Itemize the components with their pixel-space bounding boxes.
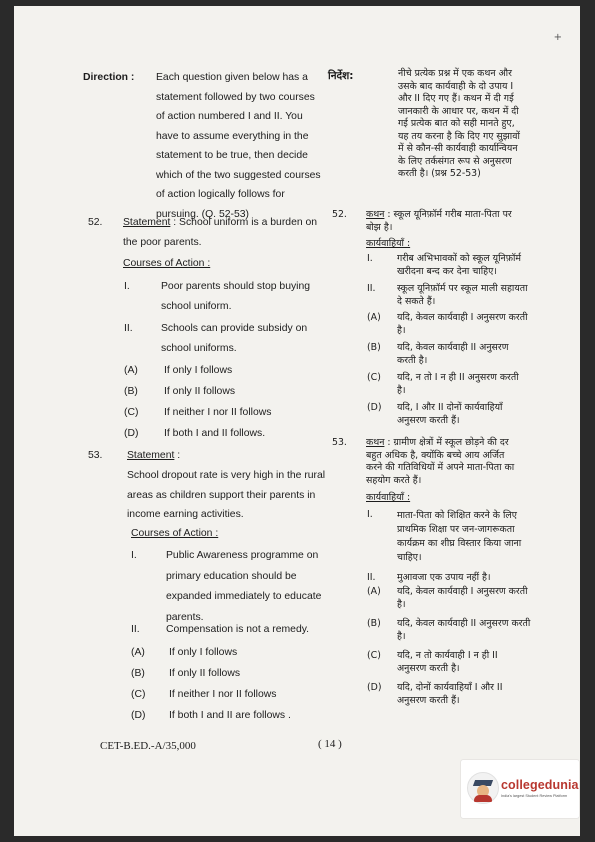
option-label: (D) [367, 682, 382, 693]
q52-options-en [124, 360, 324, 444]
option-line: यदि, केवल कार्यवाही II अनुसरण [397, 342, 509, 353]
option-line: अनुसरण करती है। [397, 662, 460, 674]
option-text [397, 402, 573, 427]
option-line: है। [397, 630, 406, 642]
option-line: है। [397, 598, 406, 610]
option-label: (A) [131, 647, 145, 658]
option-text: If both I and II are follows . [169, 710, 291, 721]
option-text [397, 312, 573, 337]
course-line: expanded immediately to educate [166, 591, 322, 602]
statement-text: बोझ है। [366, 221, 393, 233]
direction-line: के लिए तर्कसंगत रूप से अनुसरण [398, 155, 512, 167]
question-number-52-en: 52. [88, 217, 103, 228]
direction-line: यह तय करना है कि दिए गए सुझावों [398, 130, 520, 142]
statement-label: Statement [123, 217, 171, 228]
option-line: यदि, दोनों कार्यवाहियाँ I और II [397, 682, 503, 693]
direction-line: of action logically follows for [156, 189, 285, 200]
statement-line: बहुत अधिक है, क्योंकि बच्चे आय अर्जित [366, 449, 505, 461]
page-corner-mark: + [553, 32, 562, 43]
statement-label: कथन [366, 209, 385, 220]
option-line: अनुसरण करती हैं। [397, 414, 460, 426]
option-text: If both I and II follows. [164, 428, 266, 439]
course-number: II. [124, 323, 133, 334]
q53-course-1-hi [397, 509, 577, 565]
direction-line: Each question given below has a [156, 72, 308, 83]
option-text: If only I follows [169, 647, 238, 658]
q52-course-2-hi [397, 283, 577, 308]
course-line: Poor parents should stop buying [161, 281, 311, 292]
q52-course-1-en [161, 277, 331, 316]
option-label: (D) [124, 428, 139, 439]
question-number-53-hi: 53. [332, 437, 347, 448]
option-text: If only II follows [164, 386, 236, 397]
logo-name: collegedunia [501, 778, 579, 792]
logo-tagline: India's largest Student Review Platform [501, 794, 568, 798]
q53-courses-label-hi: कार्यवाहियाँ : [366, 492, 411, 503]
option-label: (A) [367, 312, 381, 323]
course-line: Public Awareness programme on [166, 550, 319, 561]
option-b[interactable] [367, 342, 577, 372]
q53-course-1-en [166, 546, 336, 628]
statement-colon: : [174, 450, 181, 461]
direction-line: of action numbered I and II. You [156, 111, 303, 122]
q53-statement-heading-en [127, 446, 180, 466]
course-line: माता-पिता को शिक्षित करने के लिए [397, 510, 517, 521]
option-a[interactable] [124, 360, 324, 381]
option-text [397, 682, 573, 707]
option-line: है। [397, 384, 406, 396]
statement-text: : School uniform is a burden on [170, 217, 318, 228]
direction-label-hi: निर्देश: [328, 70, 354, 82]
option-a[interactable] [367, 586, 577, 618]
course-number: II. [367, 572, 376, 583]
statement-text: : ग्रामीण क्षेत्रों में स्कूल छोड़ने की दर [384, 437, 509, 448]
course-line: Schools can provide subsidy on [161, 323, 308, 334]
direction-line: गई प्रत्येक बात को सही मानते हुए, [398, 118, 515, 129]
option-line: यदि, केवल कार्यवाही II अनुसरण करती [397, 618, 531, 629]
option-line: यदि, I और II दोनों कार्यवाहियाँ [397, 402, 503, 413]
course-line: primary education should be [166, 570, 297, 582]
option-line: यदि, न तो I न ही II अनुसरण करती [397, 372, 519, 383]
option-label: (A) [124, 365, 138, 376]
course-line: कार्यक्रम का शीघ्र विस्तार किया जाना [397, 538, 522, 549]
q52-options-hi [367, 312, 577, 432]
statement-text: the poor parents. [123, 236, 202, 248]
option-a[interactable] [367, 312, 577, 342]
option-c[interactable] [367, 650, 577, 682]
option-text [397, 586, 573, 611]
q53-statement-en [127, 466, 337, 525]
option-label: (C) [367, 372, 381, 383]
option-text: If neither I nor II follows [169, 689, 277, 700]
option-c[interactable] [367, 372, 577, 402]
q53-course-2-hi: मुआवजा एक उपाय नहीं है। [397, 572, 491, 583]
q52-course-1-hi [397, 253, 577, 278]
option-line: है। [397, 324, 406, 336]
course-line: गरीब अभिभावकों को स्कूल यूनिफ़ॉर्म [397, 253, 522, 264]
option-label: (B) [367, 342, 381, 353]
course-line: school uniforms. [161, 342, 237, 354]
course-number: I. [124, 281, 130, 292]
course-line: प्राथमिक शिक्षा पर जन-जागरूकता [397, 524, 515, 535]
q53-options-hi [367, 586, 577, 714]
q52-statement-en [123, 213, 333, 252]
statement-line: areas as children support their parents in [127, 489, 316, 501]
option-label: (C) [131, 689, 146, 700]
question-number-53-en: 53. [88, 450, 103, 461]
course-number: I. [367, 253, 373, 264]
option-d[interactable] [367, 402, 577, 432]
option-d[interactable] [131, 705, 331, 726]
direction-line: करती है। (प्रश्न 52-53) [398, 168, 481, 179]
direction-line: और II दिए गए हैं। कथन में दी गई [398, 93, 514, 104]
option-line: करती है। [397, 354, 428, 366]
option-d[interactable] [124, 423, 324, 444]
q52-courses-label-en: Courses of Action : [123, 258, 211, 269]
q53-options-en [131, 642, 331, 726]
statement-line: School dropout rate is very high in the rural [127, 470, 326, 481]
course-line: स्कूल यूनिफ़ॉर्म पर स्कूल माली सहायता [397, 283, 528, 294]
course-number: I. [131, 550, 137, 561]
exam-page [14, 6, 580, 836]
option-text: If only II follows [169, 668, 241, 679]
q52-statement-hi [366, 209, 576, 234]
course-number: II. [367, 283, 376, 294]
option-text [397, 650, 573, 675]
course-number: II. [131, 624, 140, 635]
option-label: (C) [124, 407, 139, 418]
course-line: खरीदना बन्द कर देना चाहिए। [397, 265, 497, 277]
paper-code: CET-B.ED.-A/35,000 [100, 740, 196, 752]
statement-label: Statement [127, 450, 175, 461]
option-text: If neither I nor II follows [164, 407, 272, 418]
option-c[interactable] [124, 402, 324, 423]
course-line: parents. [166, 611, 204, 623]
statement-line: करने की गतिविधियों में अपने माता-पिता का [366, 462, 515, 473]
option-line: यदि, केवल कार्यवाही I अनुसरण करती [397, 312, 528, 323]
direction-label-en: Direction : [83, 72, 135, 83]
statement-text: : स्कूल यूनिफ़ॉर्म गरीब माता-पिता पर [384, 209, 512, 220]
option-label: (A) [367, 586, 381, 597]
direction-line: statement to be true, then decide [156, 150, 308, 161]
option-text: If only I follows [164, 365, 233, 376]
q53-statement-hi [366, 437, 576, 487]
direction-line: उसके बाद कार्यवाही के दो उपाय I [398, 80, 514, 92]
collegedunia-logo [461, 760, 579, 818]
option-b[interactable] [124, 381, 324, 402]
direction-line: में से कौन-सी कार्यवाही कार्यान्वियन [398, 143, 518, 154]
statement-line: सहयोग करते हैं। [366, 474, 422, 486]
option-text [397, 618, 573, 643]
course-line: दे सकते हैं। [397, 295, 436, 307]
q53-course-2-en: Compensation is not a remedy. [166, 624, 310, 635]
direction-line: which of the two suggested courses [156, 169, 321, 181]
direction-line: pursuing. (Q. 52-53) [156, 208, 249, 220]
course-line: school uniform. [161, 300, 232, 312]
option-label: (B) [367, 618, 381, 629]
course-number: I. [367, 509, 373, 520]
option-b[interactable] [367, 618, 577, 650]
option-label: (B) [124, 386, 138, 397]
q52-course-2-en [161, 319, 331, 358]
option-text [397, 342, 573, 367]
q52-courses-label-hi: कार्यवाहियाँ : [366, 238, 411, 249]
direction-line: नीचे प्रत्येक प्रश्न में एक कथन और [398, 68, 512, 79]
option-label: (B) [131, 668, 145, 679]
statement-line: income earning activities. [127, 509, 244, 520]
option-label: (D) [131, 710, 146, 721]
option-line: यदि, न तो कार्यवाही I न ही II [397, 650, 498, 661]
direction-text-hi [398, 68, 576, 181]
option-c[interactable] [131, 684, 331, 705]
option-label: (D) [367, 402, 382, 413]
option-a[interactable] [131, 642, 331, 663]
q53-courses-label-en: Courses of Action : [131, 528, 219, 539]
option-b[interactable] [131, 663, 331, 684]
page-number: ( 14 ) [318, 738, 342, 750]
direction-line: have to assume everything in the [156, 130, 309, 142]
option-label: (C) [367, 650, 381, 661]
direction-line: statement followed by two courses [156, 91, 315, 103]
direction-line: जानकारी के आधार पर, कथन में दी [398, 105, 519, 117]
option-d[interactable] [367, 682, 577, 714]
option-line: अनुसरण करती हैं। [397, 694, 460, 706]
course-line: चाहिए। [397, 552, 422, 563]
statement-label: कथन [366, 437, 385, 448]
graduate-icon [467, 772, 499, 804]
direction-text-en [156, 68, 326, 224]
option-text [397, 372, 573, 397]
question-number-52-hi: 52. [332, 209, 347, 220]
option-line: यदि, केवल कार्यवाही I अनुसरण करती [397, 586, 528, 597]
